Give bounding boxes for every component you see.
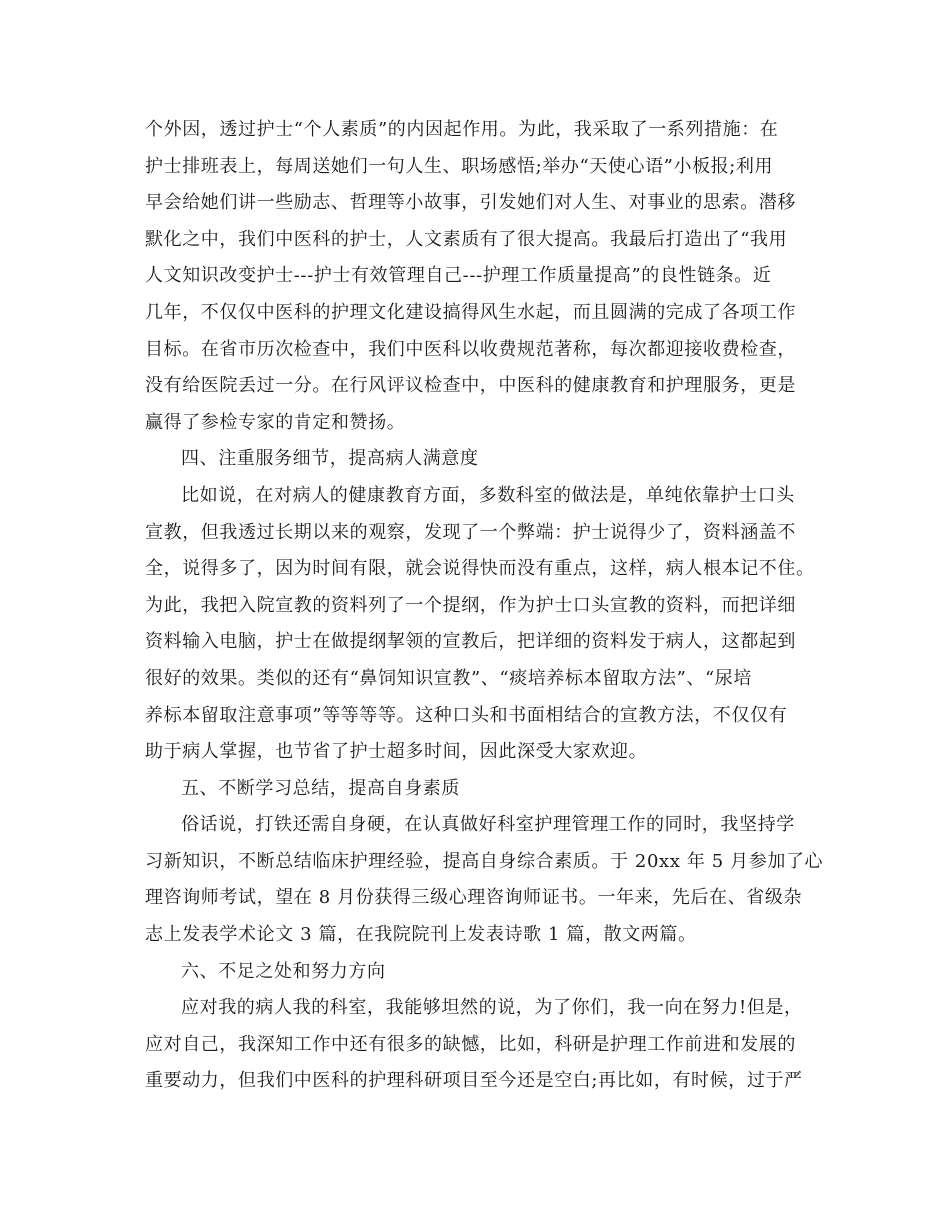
text-line: 人文知识改变护士---护士有效管理自己---护理工作质量提高”的良性链条。近: [145, 265, 772, 287]
text-line: 没有给医院丢过一分。在行风评议检查中，中医科的健康教育和护理服务，更是: [145, 375, 796, 397]
paragraph-self-study: [145, 807, 824, 953]
section-heading-5: 五、不断学习总结，提高自身素质: [181, 777, 460, 799]
text-line: 个外因，透过护士“个人素质”的内因起作用。为此，我采取了一系列措施：在: [145, 119, 779, 140]
section-heading-4: 四、注重服务细节，提高病人满意度: [181, 448, 479, 470]
document-body: [145, 112, 824, 1100]
text-line: 早会给她们讲一些励志、哲理等小故事，引发她们对人生、对事业的思索。潜移: [145, 192, 796, 214]
paragraph-shortcomings: [145, 990, 815, 1100]
text-line: 习新知识，不断总结临床护理经验，提高自身综合素质。于 20xx 年 5 月参加了心: [145, 850, 824, 872]
paragraph-continuation: [145, 112, 815, 441]
text-line: 目标。在省市历次检查中，我们中医科以收费规范著称，每次都迎接收费检查，: [145, 338, 796, 360]
text-line: 赢得了参检专家的肯定和赞扬。: [145, 411, 406, 433]
text-line: 比如说，在对病人的健康教育方面，多数科室的做法是，单纯依靠护士口头: [181, 484, 795, 506]
text-line: 志上发表学术论文 3 篇，在我院院刊上发表诗歌 1 篇，散文两篇。: [145, 924, 697, 946]
text-line: 俗话说，打铁还需自身硬，在认真做好科室护理管理工作的同时，我坚持学: [181, 814, 795, 836]
paragraph-patient-education: [145, 478, 815, 771]
text-line: 护士排班表上，每周送她们一句人生、职场感悟;举办“天使心语”小板报;利用: [145, 155, 774, 177]
text-line: 理咨询师考试，望在 8 月份获得三级心理咨询师证书。一年来，先后在、省级杂: [145, 887, 803, 909]
text-line: 为此，我把入院宣教的资料列了一个提纲，作为护士口头宣教的资料，而把详细: [145, 594, 796, 616]
text-line: 几年，不仅仅中医科的护理文化建设搞得风生水起，而且圆满的完成了各项工作: [145, 301, 796, 323]
text-line: 资料输入电脑，护士在做提纲挈领的宣教后，把详细的资料发于病人，这都起到: [145, 631, 796, 653]
text-line: 应对我的病人我的科室，我能够坦然的说，为了你们，我一向在努力!但是，: [181, 997, 803, 1019]
text-line: 宣教，但我透过长期以来的观察，发现了一个弊端：护士说得少了，资料涵盖不: [145, 521, 796, 543]
text-line: 应对自己，我深知工作中还有很多的缺憾，比如，科研是护理工作前进和发展的: [145, 1033, 796, 1055]
text-line: 默化之中，我们中医科的护士，人文素质有了很大提高。我最后打造出了“我用: [145, 228, 788, 250]
text-line: 养标本留取注意事项”等等等等。这种口头和书面相结合的宣教方法，不仅仅有: [145, 704, 788, 726]
text-line: 全，说得多了，因为时间有限，就会说得快而没有重点，这样，病人根本记不住。: [145, 558, 815, 580]
text-line: 助于病人掌握，也节省了护士超多时间，因此深受大家欢迎。: [145, 741, 648, 763]
text-line: 重要动力，但我们中医科的护理科研项目至今还是空白;再比如，有时候，过于严: [145, 1070, 803, 1092]
section-heading-6: 六、不足之处和努力方向: [181, 960, 386, 982]
text-line: 很好的效果。类似的还有“鼻饲知识宣教”、“痰培养标本留取方法”、“尿培: [145, 667, 753, 689]
